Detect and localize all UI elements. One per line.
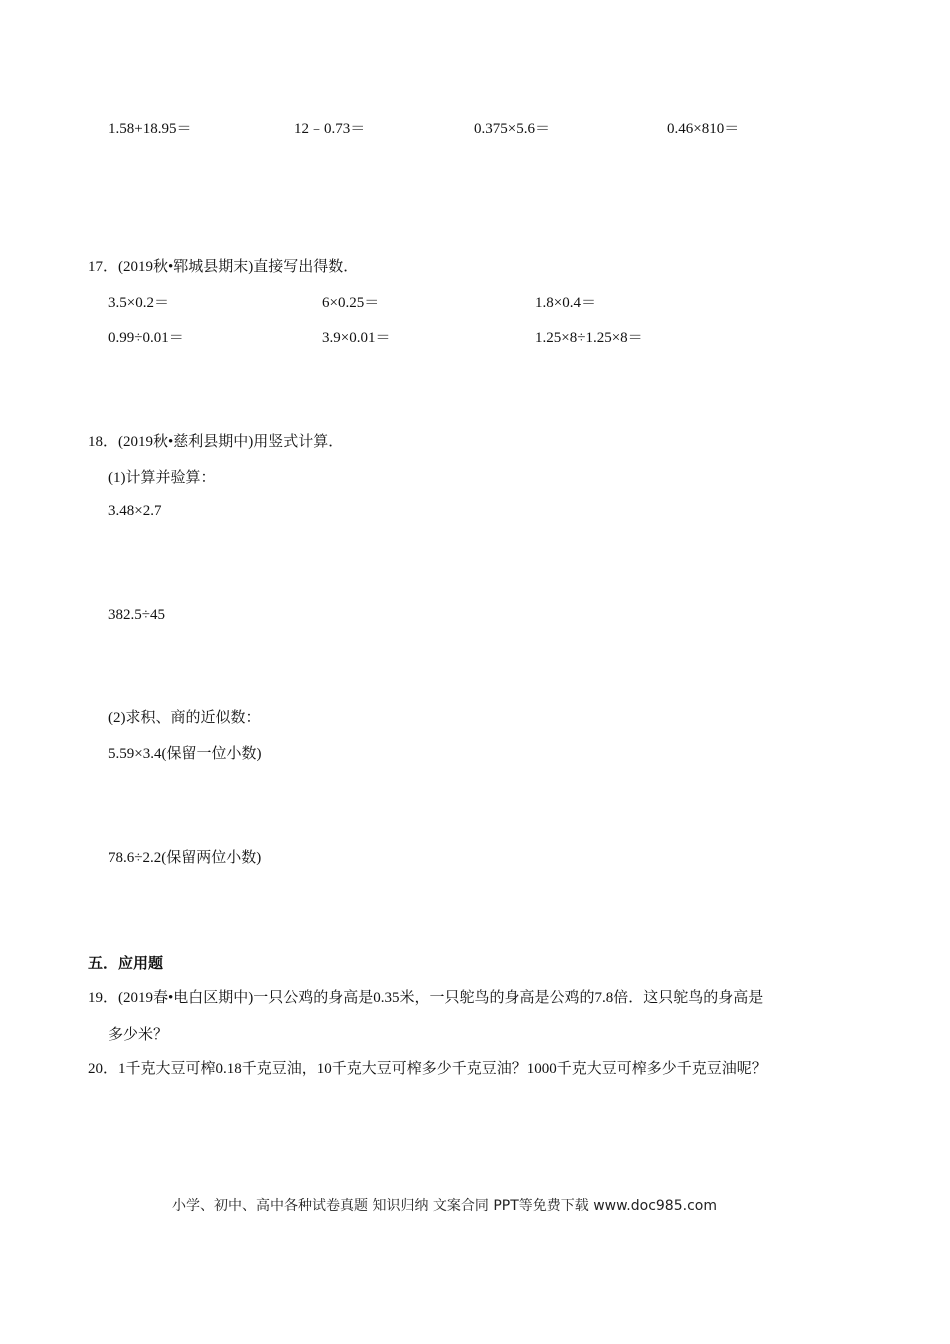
q16-expression-1: 1.58+18.95＝ [108, 121, 192, 137]
q18-expression-1: 3.48×2.7 [108, 503, 162, 519]
q17-expression: 3.5×0.2＝ [108, 295, 169, 311]
q20-text: 20．1千克大豆可榨0.18千克豆油，10千克大豆可榨多少千克豆油？1000千克大豆可榨多少千克豆油呢？ [88, 1061, 767, 1077]
q16-expression-4: 0.46×810＝ [667, 121, 740, 137]
q17-expression: 0.99÷0.01＝ [108, 330, 184, 346]
q17-expression: 1.8×0.4＝ [535, 295, 596, 311]
q18-title: 18．(2019秋•慈利县期中)用竖式计算． [88, 434, 344, 450]
q17-title: 17．(2019秋•郓城县期末)直接写出得数． [88, 259, 359, 275]
q16-expression-3: 0.375×5.6＝ [474, 121, 550, 137]
q18-part1-label: (1)计算并验算： [108, 470, 216, 486]
q17-expression: 3.9×0.01＝ [322, 330, 391, 346]
q18-expression-2: 382.5÷45 [108, 607, 165, 623]
q18-expression-4: 78.6÷2.2(保留两位小数) [108, 850, 262, 866]
q18-expression-3: 5.59×3.4(保留一位小数) [108, 746, 262, 762]
q17-expression: 6×0.25＝ [322, 295, 380, 311]
section-heading-applied: 五．应用题 [88, 954, 164, 972]
q19-text-line2: 多少米？ [108, 1027, 169, 1043]
footer-text: 小学、初中、高中各种试卷真题 知识归纳 文案合同 PPT等免费下载 www.doc985.com [172, 1198, 717, 1214]
q19-text-line1: 19．(2019春•电白区期中)一只公鸡的身高是0.35米，一只鸵鸟的身高是公鸡的7.8倍．这只鸵鸟的身高是 [88, 990, 764, 1006]
q18-part2-label: (2)求积、商的近似数： [108, 710, 261, 726]
q17-expression: 1.25×8÷1.25×8＝ [535, 330, 643, 346]
q16-expression-2: 12﹣0.73＝ [294, 121, 366, 137]
